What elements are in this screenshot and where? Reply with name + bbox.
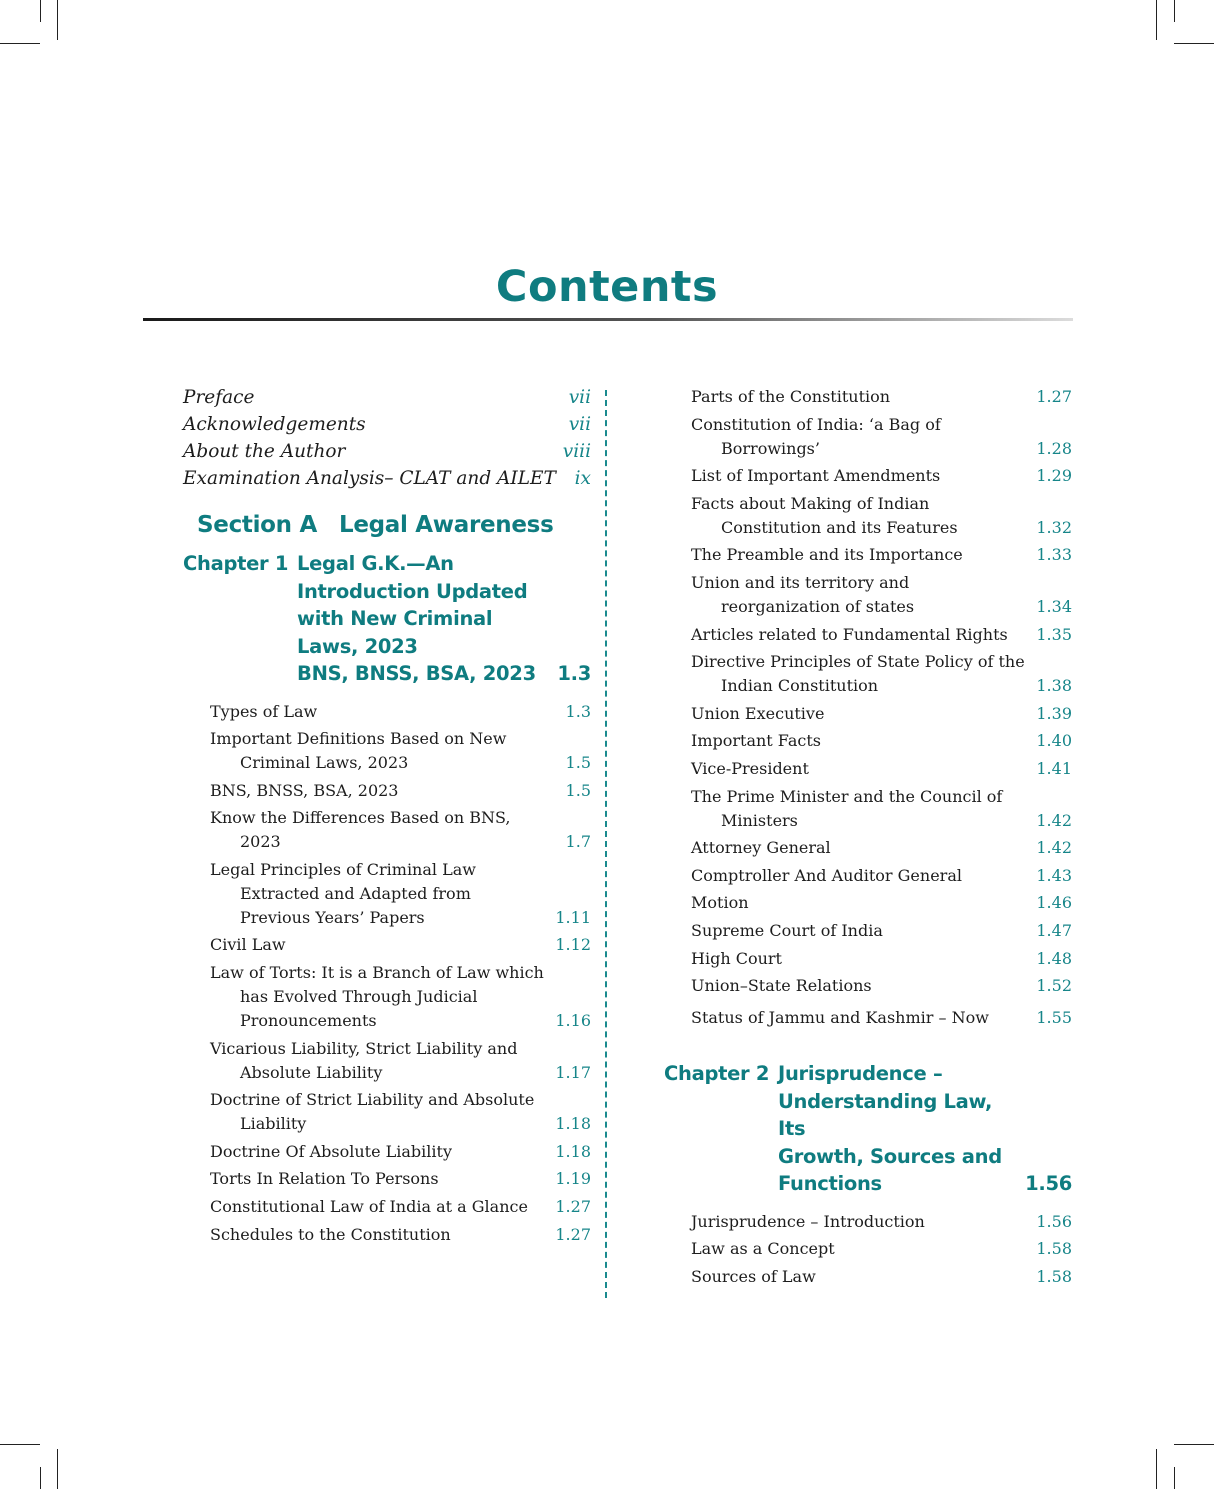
chapter-title-line: Introduction Updated (297, 579, 528, 603)
toc-entry[interactable] (210, 700, 591, 724)
entry-page: 1.52 (1036, 976, 1072, 996)
toc-entry[interactable] (210, 1195, 591, 1219)
section-label: Section A (197, 512, 317, 538)
chapter-heading[interactable] (183, 550, 591, 688)
chapter1-entry-list-continued (691, 385, 1072, 1030)
toc-entry[interactable] (691, 1265, 1072, 1289)
toc-entry[interactable] (691, 785, 1072, 833)
toc-entry[interactable] (210, 1088, 591, 1136)
chapter-page: 1.3 (557, 662, 591, 685)
crop-mark (40, 1467, 41, 1489)
front-matter-list (183, 384, 591, 492)
crop-mark (57, 0, 58, 40)
entry-title: Civil Law (210, 935, 286, 955)
entry-page: 1.17 (555, 1062, 591, 1082)
chapter-page: 1.56 (1025, 1172, 1072, 1196)
entry-title: About the Author (183, 441, 346, 462)
entry-page: vii (568, 387, 591, 408)
entry-page: 1.18 (555, 1114, 591, 1134)
entry-title: Union–State Relations (691, 976, 872, 996)
entry-title: Schedules to the Constitution (210, 1224, 451, 1244)
toc-entry[interactable] (691, 836, 1072, 860)
toc-entry[interactable] (210, 1037, 591, 1085)
entry-title: Legal Principles of Criminal Law Extracted and Adapted from Previous Years’ Papers (210, 859, 476, 927)
entry-title: Facts about Making of Indian Constitution and its Features (691, 493, 958, 537)
entry-title: Union and its territory and reorganization of states (691, 572, 915, 616)
entry-page: 1.38 (1036, 676, 1072, 696)
crop-mark (0, 43, 40, 44)
toc-entry[interactable] (183, 465, 591, 492)
entry-title: Constitutional Law of India at a Glance (210, 1197, 528, 1217)
chapter-title-line: with New Criminal (297, 607, 493, 630)
toc-entry[interactable] (210, 933, 591, 957)
entry-title: Parts of the Constitution (691, 387, 891, 406)
entry-page: 1.33 (1036, 545, 1072, 565)
toc-entry[interactable] (691, 919, 1072, 943)
toc-entry[interactable] (691, 413, 1072, 461)
entry-page: 1.47 (1036, 920, 1072, 940)
toc-entry[interactable] (691, 702, 1072, 726)
chapter1-entry-list (210, 700, 591, 1247)
entry-title: The Preamble and its Importance (691, 545, 963, 565)
entry-page: 1.29 (1036, 466, 1072, 486)
crop-mark (1174, 0, 1175, 22)
toc-entry[interactable] (210, 1167, 591, 1191)
entry-page: 1.16 (555, 1011, 591, 1031)
toc-entry[interactable] (183, 411, 591, 438)
chapter-title-line: Functions (778, 1172, 882, 1196)
page-title: Contents (495, 262, 719, 312)
toc-entry[interactable] (691, 1237, 1072, 1261)
entry-page: 1.35 (1036, 624, 1072, 644)
toc-entry[interactable] (691, 543, 1072, 567)
entry-title: Law as a Concept (691, 1239, 835, 1259)
entry-page: 1.27 (555, 1224, 591, 1244)
entry-page: 1.40 (1036, 731, 1072, 751)
entry-title: Doctrine Of Absolute Liability (210, 1141, 452, 1161)
entry-page: 1.58 (1036, 1266, 1072, 1286)
entry-title: Articles related to Fundamental Rights (691, 624, 1008, 644)
entry-title: Preface (183, 387, 255, 408)
entry-title: Important Facts (691, 731, 821, 751)
entry-title: Union Executive (691, 703, 825, 723)
entry-page: 1.39 (1036, 703, 1072, 723)
toc-entry[interactable] (183, 438, 591, 465)
entry-title: Motion (691, 893, 749, 913)
toc-entry[interactable] (691, 891, 1072, 915)
toc-entry[interactable] (691, 492, 1072, 540)
entry-title: Know the Differences Based on BNS, 2023 (210, 808, 511, 852)
entry-title: Status of Jammu and Kashmir – Now (691, 1008, 989, 1028)
chapter-title-line: Understanding Law, Its (778, 1089, 993, 1141)
toc-entry[interactable] (210, 779, 591, 803)
entry-title: Comptroller And Auditor General (691, 865, 962, 885)
entry-page: 1.46 (1036, 893, 1072, 913)
entry-title: Doctrine of Strict Liability and Absolute Liability (210, 1090, 535, 1134)
title-rule (143, 318, 1073, 321)
entry-title: Attorney General (691, 838, 831, 858)
entry-title: Sources of Law (691, 1266, 816, 1286)
crop-mark (40, 0, 41, 22)
entry-page: 1.28 (1036, 438, 1072, 458)
entry-page: 1.56 (1036, 1211, 1072, 1231)
entry-page: 1.41 (1036, 758, 1072, 778)
chapter2-entry-list (691, 1210, 1072, 1289)
toc-entry[interactable] (210, 1223, 591, 1247)
entry-page: 1.34 (1036, 596, 1072, 616)
toc-entry[interactable] (691, 571, 1072, 619)
crop-mark (57, 1449, 58, 1489)
entry-title: Acknowledgements (183, 414, 366, 435)
entry-title: List of Important Amendments (691, 466, 941, 486)
chapter-label: Chapter 2 (664, 1062, 770, 1086)
toc-entry[interactable] (210, 858, 591, 930)
entry-page: 1.32 (1036, 517, 1072, 537)
entry-page: 1.27 (1036, 387, 1072, 406)
toc-entry[interactable] (691, 1210, 1072, 1234)
section-title: Legal Awareness (338, 512, 554, 538)
crop-mark (1174, 1467, 1175, 1489)
entry-page: 1.12 (555, 935, 591, 955)
toc-entry[interactable] (183, 384, 591, 411)
entry-title: BNS, BNSS, BSA, 2023 (210, 780, 399, 800)
entry-title: Important Definitions Based on New Criminal Laws, 2023 (210, 729, 507, 773)
entry-page: 1.42 (1036, 838, 1072, 858)
entry-title: Jurisprudence – Introduction (691, 1211, 925, 1231)
toc-entry[interactable] (210, 806, 591, 854)
chapter-title-line: Legal G.K.—An (297, 552, 454, 575)
toc-entry[interactable] (691, 864, 1072, 888)
toc-entry[interactable] (691, 623, 1072, 647)
entry-page: 1.3 (565, 701, 591, 721)
entry-title: Examination Analysis– CLAT and AILET (183, 468, 556, 489)
entry-page: 1.27 (555, 1197, 591, 1217)
chapter-title-line: BNS, BNSS, BSA, 2023 (297, 662, 536, 685)
toc-entry[interactable] (210, 727, 591, 775)
toc-entry[interactable] (691, 650, 1072, 698)
toc-entry[interactable] (691, 729, 1072, 753)
entry-page: viii (562, 441, 591, 462)
chapter-title (297, 550, 557, 688)
entry-page: vii (568, 414, 591, 435)
entry-title: Constitution of India: ‘a Bag of Borrowings’ (691, 414, 941, 458)
right-column (664, 385, 1072, 1292)
toc-entry[interactable] (691, 1006, 1072, 1030)
chapter-title (778, 1060, 1025, 1198)
entry-title: Vice-President (691, 758, 809, 778)
entry-page: 1.18 (555, 1141, 591, 1161)
chapter-title-line: Laws, 2023 (297, 634, 418, 658)
entry-title: Law of Torts: It is a Branch of Law which has Evolved Through Judicial Pronouncements (210, 963, 544, 1031)
section-heading (197, 512, 591, 538)
chapter-title-line: Jurisprudence – (778, 1062, 943, 1086)
entry-title: Directive Principles of State Policy of the Indian Constitution (691, 652, 1025, 696)
entry-page: 1.55 (1036, 1008, 1072, 1028)
entry-title: Torts In Relation To Persons (210, 1169, 439, 1189)
toc-entry[interactable] (691, 974, 1072, 998)
entry-page: 1.42 (1036, 810, 1072, 830)
entry-title: Supreme Court of India (691, 920, 883, 940)
crop-mark (1174, 43, 1214, 44)
entry-page: 1.19 (555, 1169, 591, 1189)
entry-page: 1.43 (1036, 865, 1072, 885)
crop-mark (0, 1444, 40, 1445)
left-column (183, 384, 591, 1250)
entry-page: 1.5 (565, 753, 591, 773)
entry-page: ix (574, 468, 591, 489)
chapter-title-line: Growth, Sources and (778, 1144, 1002, 1168)
toc-entry[interactable] (691, 385, 1072, 409)
toc-entry[interactable] (210, 1140, 591, 1164)
entry-title: Types of Law (210, 701, 318, 721)
entry-page: 1.7 (565, 832, 591, 852)
chapter-heading[interactable] (664, 1060, 1072, 1198)
entry-title: Vicarious Liability, Strict Liability and Absolute Liability (210, 1038, 518, 1082)
chapter-label: Chapter 1 (183, 552, 289, 575)
toc-entry[interactable] (691, 757, 1072, 781)
entry-title: High Court (691, 948, 782, 968)
toc-entry[interactable] (210, 961, 591, 1033)
entry-title: The Prime Minister and the Council of Ministers (691, 786, 1003, 830)
column-divider (605, 390, 607, 1298)
entry-page: 1.48 (1036, 948, 1072, 968)
entry-page: 1.58 (1036, 1239, 1072, 1259)
crop-mark (1156, 1449, 1157, 1489)
entry-page: 1.11 (555, 907, 591, 927)
entry-page: 1.5 (565, 780, 591, 800)
toc-entry[interactable] (691, 947, 1072, 971)
crop-mark (1156, 0, 1157, 40)
crop-mark (1174, 1444, 1214, 1445)
toc-entry[interactable] (691, 464, 1072, 488)
